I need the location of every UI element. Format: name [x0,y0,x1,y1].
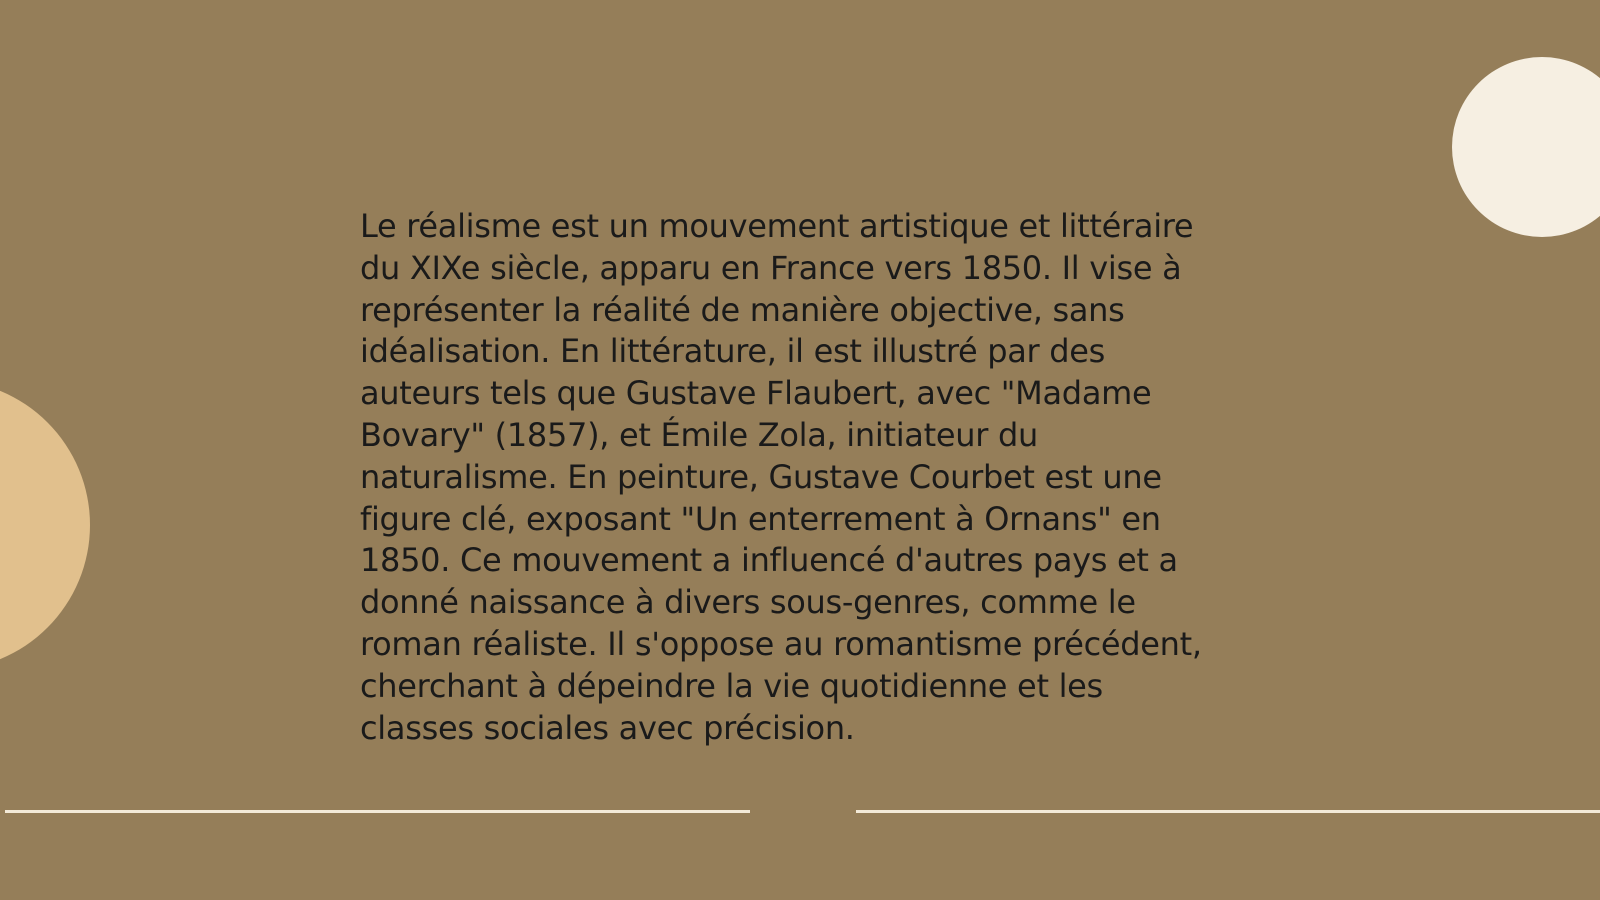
slide-body-text: Le réalisme est un mouvement artistique et littéraire du XIXe siècle, apparu en France vers 1850. Il vise à représenter la réalité de manière objective, sans idéalisation. En littérature, il est illustré par des auteurs tels que Gustave Flaubert, avec "Madame Bovary" (1857), et Émile Zola, initiateur du naturalisme. En peinture, Gustave Courbet est une figure clé, exposant "Un enterrement à Ornans" en 1850. Ce mouvement a influencé d'autres pays et a donné naissance à divers sous-genres, comme le roman réaliste. Il s'oppose au romantisme précédent, cherchant à dépeindre la vie quotidienne et les classes sociales avec précision. [360,207,1202,747]
decorative-circle-left [0,380,90,670]
divider-line-left [5,810,750,813]
divider-line-right [856,810,1600,813]
decorative-circle-top-right [1452,57,1600,237]
